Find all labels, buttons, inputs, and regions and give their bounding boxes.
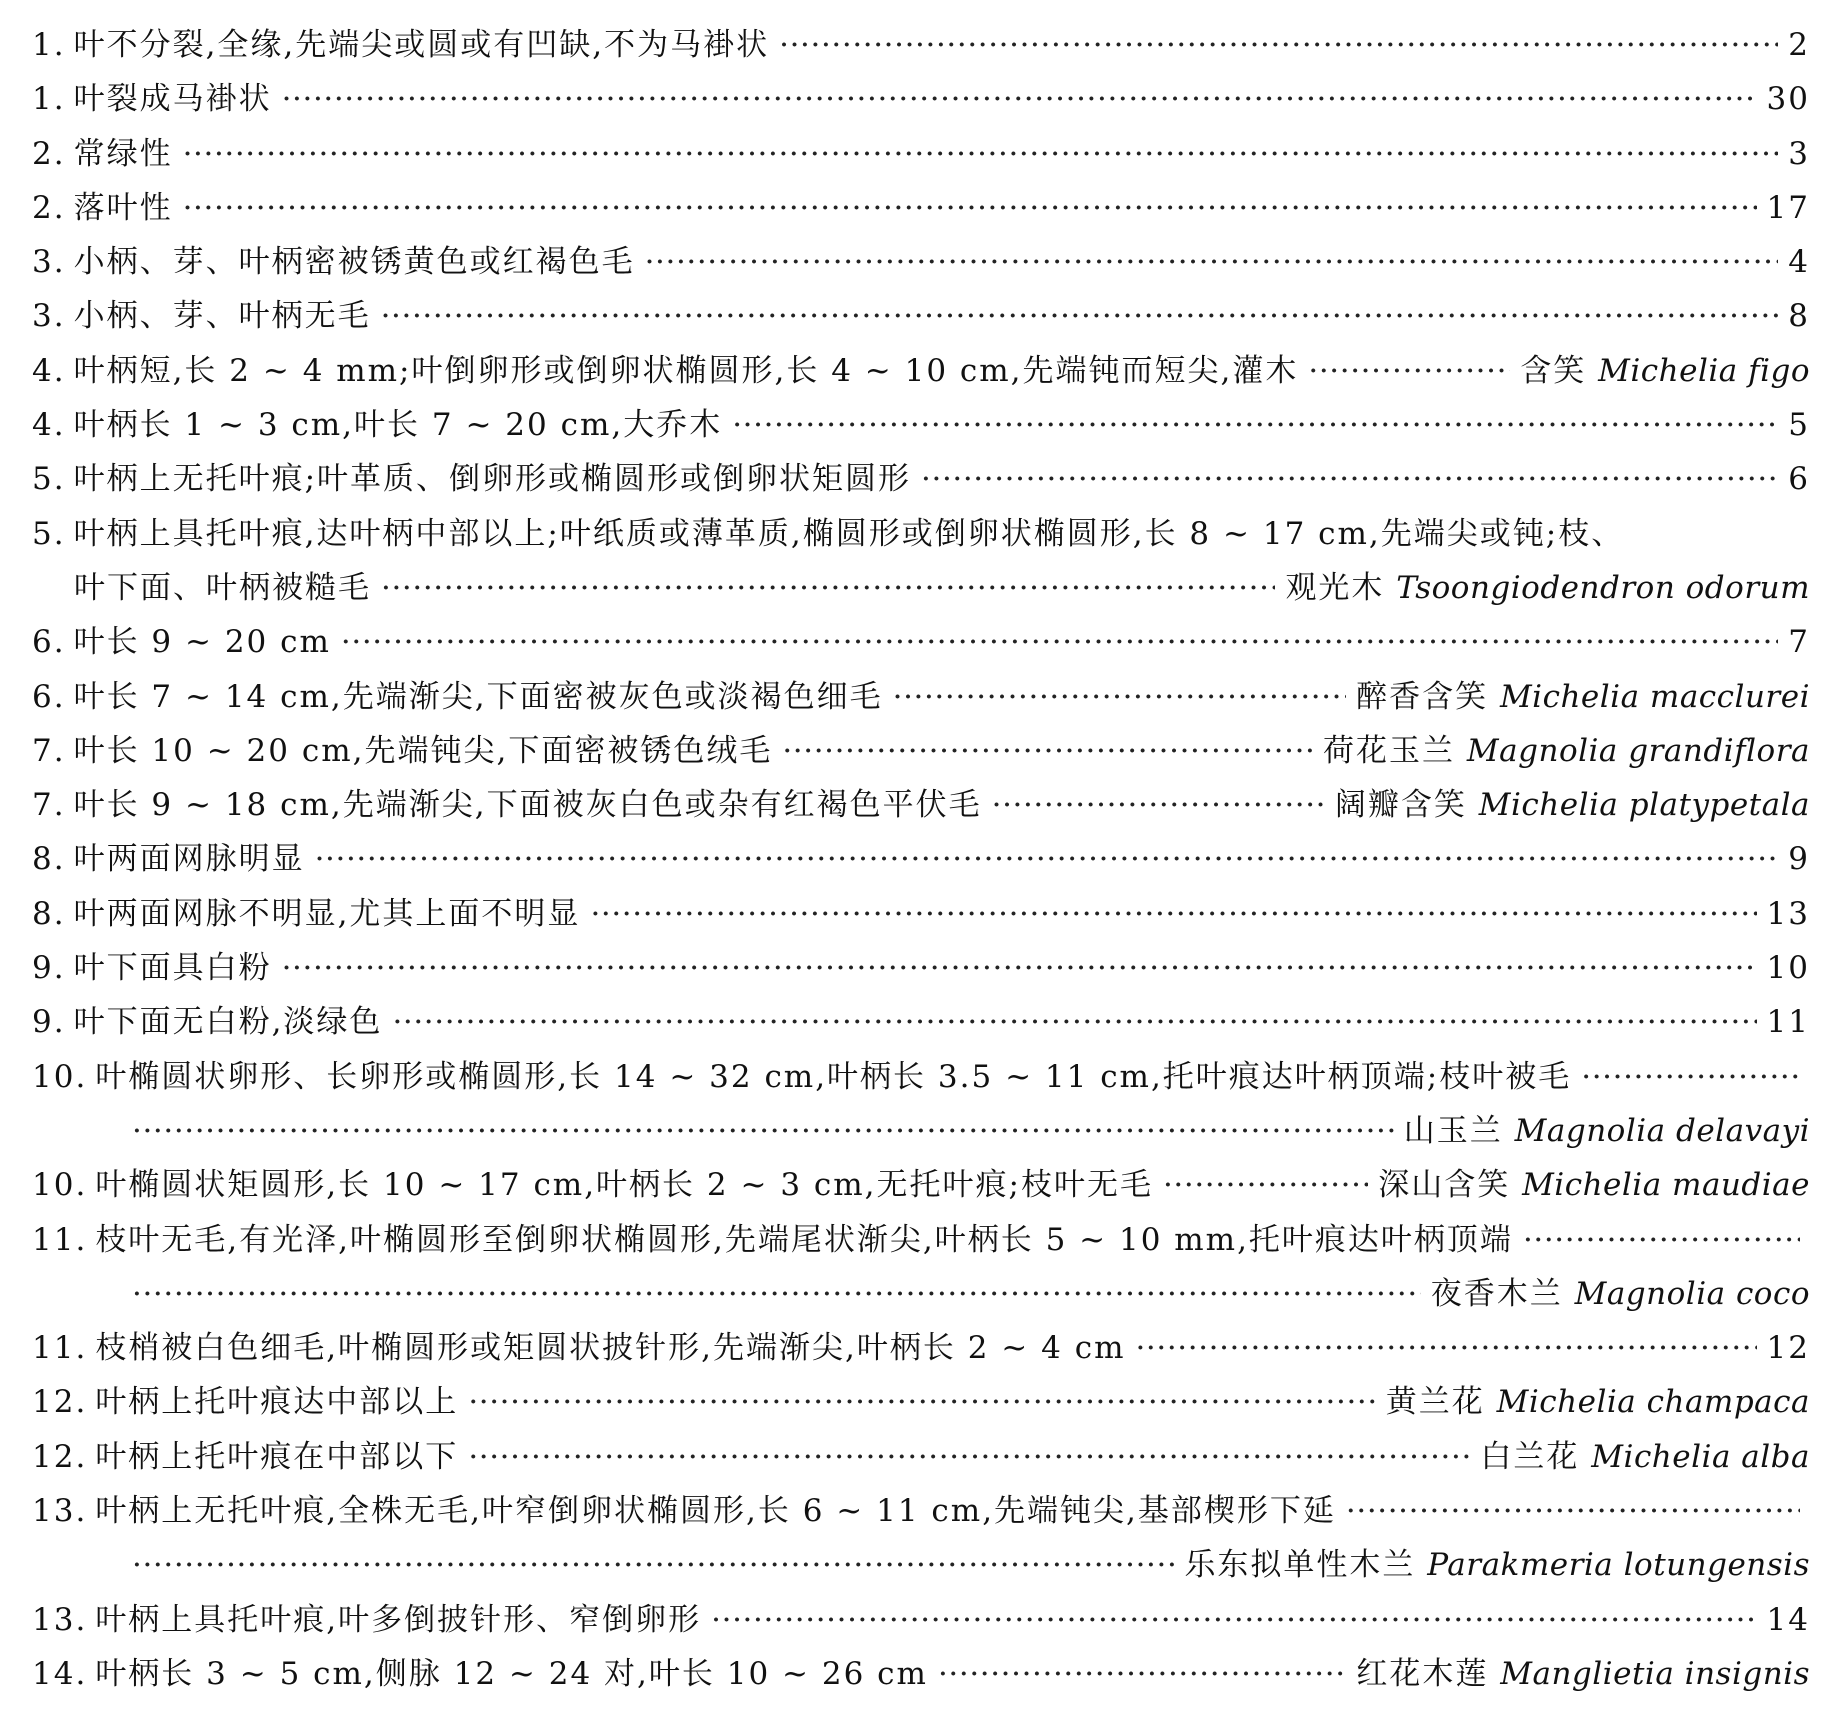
key-entry-continuation — [32, 1104, 1810, 1158]
taxon-latin-name: Magnolia grandiflora — [1466, 732, 1810, 769]
entry-text: 叶长 7 ~ 14 cm,先端渐尖,下面密被灰色或淡褐色细毛 — [73, 678, 883, 715]
leader-dots — [183, 127, 1779, 181]
entry-number: 9. — [32, 950, 66, 987]
entry-text: 叶长 9 ~ 20 cm — [73, 624, 331, 661]
entry-text: 叶两面网脉不明显,尤其上面不明显 — [73, 895, 581, 932]
entry-text: 叶下面无白粉,淡绿色 — [73, 1004, 383, 1041]
taxon-chinese-name: 含笑 — [1520, 352, 1587, 389]
entry-number: 2. — [32, 189, 66, 226]
entry-text: 叶柄长 3 ~ 5 cm,侧脉 12 ~ 24 对,叶长 10 ~ 26 cm — [95, 1655, 928, 1692]
key-entry-continuation — [32, 1267, 1810, 1321]
entry-text: 小柄、芽、叶柄无毛 — [73, 298, 371, 335]
taxon-name — [1285, 561, 1810, 615]
entry-text: 叶柄上托叶痕在中部以下 — [95, 1438, 459, 1475]
lead-number: 4 — [1788, 244, 1810, 281]
entry-number: 10. — [32, 1058, 88, 1095]
entry-number: 1. — [32, 27, 66, 63]
dichotomous-key — [32, 18, 1810, 1701]
entry-text: 叶两面网脉明显 — [73, 841, 305, 878]
entry-number: 1. — [32, 81, 66, 118]
entry-text-continued: 叶下面、叶柄被糙毛 — [74, 569, 371, 606]
key-entry — [32, 778, 1810, 832]
leader-dots — [938, 1647, 1346, 1701]
lead-number: 30 — [1766, 81, 1810, 118]
leader-dots — [1581, 1050, 1800, 1104]
taxon-chinese-name: 黄兰花 — [1385, 1384, 1485, 1421]
entry-number: 5. — [32, 515, 66, 552]
leader-dots — [732, 398, 1778, 452]
taxon-chinese-name: 观光木 — [1285, 569, 1385, 606]
leader-dots — [381, 561, 1275, 615]
entry-number: 7. — [32, 787, 66, 824]
taxon-name — [1323, 724, 1810, 778]
leader-dots — [1163, 1158, 1368, 1212]
taxon-name — [1184, 1538, 1810, 1592]
entry-number: 13. — [32, 1493, 88, 1530]
entry-text: 叶长 9 ~ 18 cm,先端渐尖,下面被灰白色或杂有红褐色平伏毛 — [73, 787, 982, 824]
entry-number: 10. — [32, 1167, 88, 1204]
leader-dots — [1523, 1213, 1800, 1267]
key-entry — [32, 127, 1810, 181]
leader-dots — [282, 72, 1757, 126]
entry-number: 6. — [32, 678, 66, 715]
key-entry — [32, 18, 1810, 72]
taxon-chinese-name: 荷花玉兰 — [1323, 732, 1456, 769]
taxon-latin-name: Parakmeria lotungensis — [1427, 1547, 1810, 1584]
entry-text: 叶裂成马褂状 — [73, 81, 272, 118]
entry-text: 常绿性 — [73, 135, 173, 172]
key-entry — [32, 887, 1810, 941]
taxon-latin-name: Michelia figo — [1598, 352, 1810, 389]
taxon-name — [1520, 344, 1810, 398]
key-entry-continuation — [32, 561, 1810, 615]
entry-text: 叶不分裂,全缘,先端尖或圆或有凹缺,不为马褂状 — [73, 27, 770, 63]
key-entry — [32, 398, 1810, 452]
taxon-chinese-name: 白兰花 — [1480, 1438, 1580, 1475]
leader-dots — [132, 1104, 1394, 1158]
leader-dots — [590, 887, 1756, 941]
lead-number: 17 — [1766, 189, 1810, 226]
taxon-name — [1356, 1647, 1810, 1701]
taxon-chinese-name: 深山含笑 — [1378, 1167, 1511, 1204]
entry-number: 12. — [32, 1384, 88, 1421]
leader-dots — [381, 289, 1779, 343]
key-entry — [32, 181, 1810, 235]
entry-number: 7. — [32, 732, 66, 769]
taxon-chinese-name: 醉香含笑 — [1356, 678, 1489, 715]
leader-dots — [392, 995, 1756, 1049]
leader-dots — [183, 181, 1757, 235]
taxon-name — [1386, 1375, 1810, 1429]
entry-text: 落叶性 — [73, 189, 173, 226]
taxon-chinese-name: 乐东拟单性木兰 — [1184, 1547, 1416, 1584]
key-entry — [32, 1375, 1810, 1429]
key-entry — [32, 1647, 1810, 1701]
leader-dots — [132, 1538, 1174, 1592]
taxon-name — [1356, 670, 1810, 724]
entry-number: 11. — [32, 1330, 88, 1367]
entry-number: 11. — [32, 1221, 88, 1258]
lead-number: 10 — [1766, 950, 1810, 987]
taxon-latin-name: Magnolia coco — [1574, 1275, 1810, 1312]
taxon-latin-name: Michelia alba — [1591, 1438, 1810, 1475]
key-entry — [32, 832, 1810, 886]
entry-number: 12. — [32, 1438, 88, 1475]
entry-text: 叶柄上具托叶痕,达叶柄中部以上;叶纸质或薄革质,椭圆形或倒卵状椭圆形,长 8 ~ 17 cm,先端尖或钝;枝、 — [73, 515, 1625, 552]
lead-number: 14 — [1766, 1601, 1810, 1638]
entry-text: 叶椭圆状卵形、长卵形或椭圆形,长 14 ~ 32 cm,叶柄长 3.5 ~ 11 cm,托叶痕达叶柄顶端;枝叶被毛 — [95, 1058, 1572, 1095]
lead-number: 5 — [1788, 407, 1810, 444]
lead-number: 11 — [1766, 1004, 1810, 1041]
taxon-name — [1335, 778, 1810, 832]
taxon-latin-name: Manglietia insignis — [1500, 1655, 1810, 1692]
key-entry — [32, 941, 1810, 995]
key-entry — [32, 1430, 1810, 1484]
taxon-chinese-name: 夜香木兰 — [1430, 1275, 1563, 1312]
taxon-latin-name: Magnolia delavayi — [1514, 1112, 1810, 1149]
entry-text: 叶柄短,长 2 ~ 4 mm;叶倒卵形或倒卵状椭圆形,长 4 ~ 10 cm,先端钝而短尖,灌木 — [73, 352, 1299, 389]
taxon-latin-name: Tsoongiodendron odorum — [1396, 569, 1810, 606]
key-entry — [32, 1213, 1810, 1267]
taxon-chinese-name: 山玉兰 — [1403, 1112, 1503, 1149]
entry-number: 2. — [32, 135, 66, 172]
entry-text: 叶下面具白粉 — [73, 950, 272, 987]
leader-dots — [711, 1593, 1756, 1647]
key-entry — [32, 72, 1810, 126]
key-entry — [32, 724, 1810, 778]
taxon-chinese-name: 阔瓣含笑 — [1334, 787, 1467, 824]
taxon-latin-name: Michelia platypetala — [1478, 787, 1810, 824]
taxon-latin-name: Michelia champaca — [1496, 1384, 1810, 1421]
leader-dots — [782, 724, 1313, 778]
leader-dots — [645, 235, 1779, 289]
entry-number: 6. — [32, 624, 66, 661]
lead-number: 13 — [1766, 895, 1810, 932]
key-entry-continuation — [32, 1538, 1810, 1592]
taxon-name — [1378, 1158, 1810, 1212]
entry-text: 枝叶无毛,有光泽,叶椭圆形至倒卵状椭圆形,先端尾状渐尖,叶柄长 5 ~ 10 mm,托叶痕达叶柄顶端 — [95, 1221, 1513, 1258]
key-entry — [32, 452, 1810, 506]
key-entry — [32, 615, 1810, 669]
lead-number: 3 — [1788, 135, 1810, 172]
key-entry — [32, 1321, 1810, 1375]
entry-number: 3. — [32, 244, 66, 281]
leader-dots — [132, 1267, 1421, 1321]
leader-dots — [1135, 1321, 1756, 1375]
lead-number: 9 — [1788, 841, 1810, 878]
leader-dots — [921, 452, 1778, 506]
leader-dots — [282, 941, 1757, 995]
leader-dots — [893, 670, 1346, 724]
leader-dots — [315, 832, 1779, 886]
lead-number: 7 — [1788, 624, 1810, 661]
entry-number: 8. — [32, 841, 66, 878]
entry-text: 叶柄上托叶痕达中部以上 — [95, 1384, 459, 1421]
key-entry — [32, 670, 1810, 724]
taxon-name — [1431, 1267, 1810, 1321]
entry-text: 叶长 10 ~ 20 cm,先端钝尖,下面密被锈色绒毛 — [73, 732, 773, 769]
lead-number: 12 — [1766, 1330, 1810, 1367]
key-entry — [32, 289, 1810, 343]
entry-number: 3. — [32, 298, 66, 335]
entry-text: 叶柄上无托叶痕;叶革质、倒卵形或椭圆形或倒卵状矩圆形 — [73, 461, 912, 498]
key-entry — [32, 1158, 1810, 1212]
leader-dots — [1308, 344, 1510, 398]
entry-text: 叶柄上无托叶痕,全株无毛,叶窄倒卵状椭圆形,长 6 ~ 11 cm,先端钝尖,基部楔形下延 — [95, 1493, 1336, 1530]
leader-dots — [779, 18, 1778, 72]
entry-text: 枝梢被白色细毛,叶椭圆形或矩圆状披针形,先端渐尖,叶柄长 2 ~ 4 cm — [95, 1330, 1126, 1367]
entry-number: 4. — [32, 407, 66, 444]
key-entry — [32, 507, 1810, 561]
key-entry — [32, 235, 1810, 289]
entry-text: 叶椭圆状矩圆形,长 10 ~ 17 cm,叶柄长 2 ~ 3 cm,无托叶痕;枝叶无毛 — [95, 1167, 1153, 1204]
taxon-chinese-name: 红花木莲 — [1356, 1655, 1489, 1692]
taxon-latin-name: Michelia macclurei — [1499, 678, 1810, 715]
entry-text: 小柄、芽、叶柄密被锈黄色或红褐色毛 — [73, 244, 635, 281]
key-entry — [32, 1484, 1810, 1538]
entry-number: 5. — [32, 461, 66, 498]
entry-number: 4. — [32, 352, 66, 389]
entry-number: 14. — [32, 1655, 88, 1692]
lead-number: 6 — [1788, 461, 1810, 498]
key-entry — [32, 995, 1810, 1049]
taxon-name — [1404, 1104, 1810, 1158]
leader-dots — [992, 778, 1325, 832]
entry-text: 叶柄长 1 ~ 3 cm,叶长 7 ~ 20 cm,大乔木 — [73, 407, 723, 444]
leader-dots — [468, 1430, 1470, 1484]
leader-dots — [341, 615, 1778, 669]
taxon-name — [1480, 1430, 1810, 1484]
entry-text: 叶柄上具托叶痕,叶多倒披针形、窄倒卵形 — [95, 1601, 702, 1638]
leader-dots — [468, 1375, 1375, 1429]
key-entry — [32, 1593, 1810, 1647]
key-entry — [32, 1050, 1810, 1104]
entry-number: 9. — [32, 1004, 66, 1041]
lead-number: 8 — [1788, 298, 1810, 335]
taxon-latin-name: Michelia maudiae — [1522, 1167, 1810, 1204]
entry-number: 8. — [32, 895, 66, 932]
key-entry — [32, 344, 1810, 398]
entry-number: 13. — [32, 1601, 88, 1638]
lead-number: 2 — [1788, 27, 1810, 63]
leader-dots — [1346, 1484, 1800, 1538]
